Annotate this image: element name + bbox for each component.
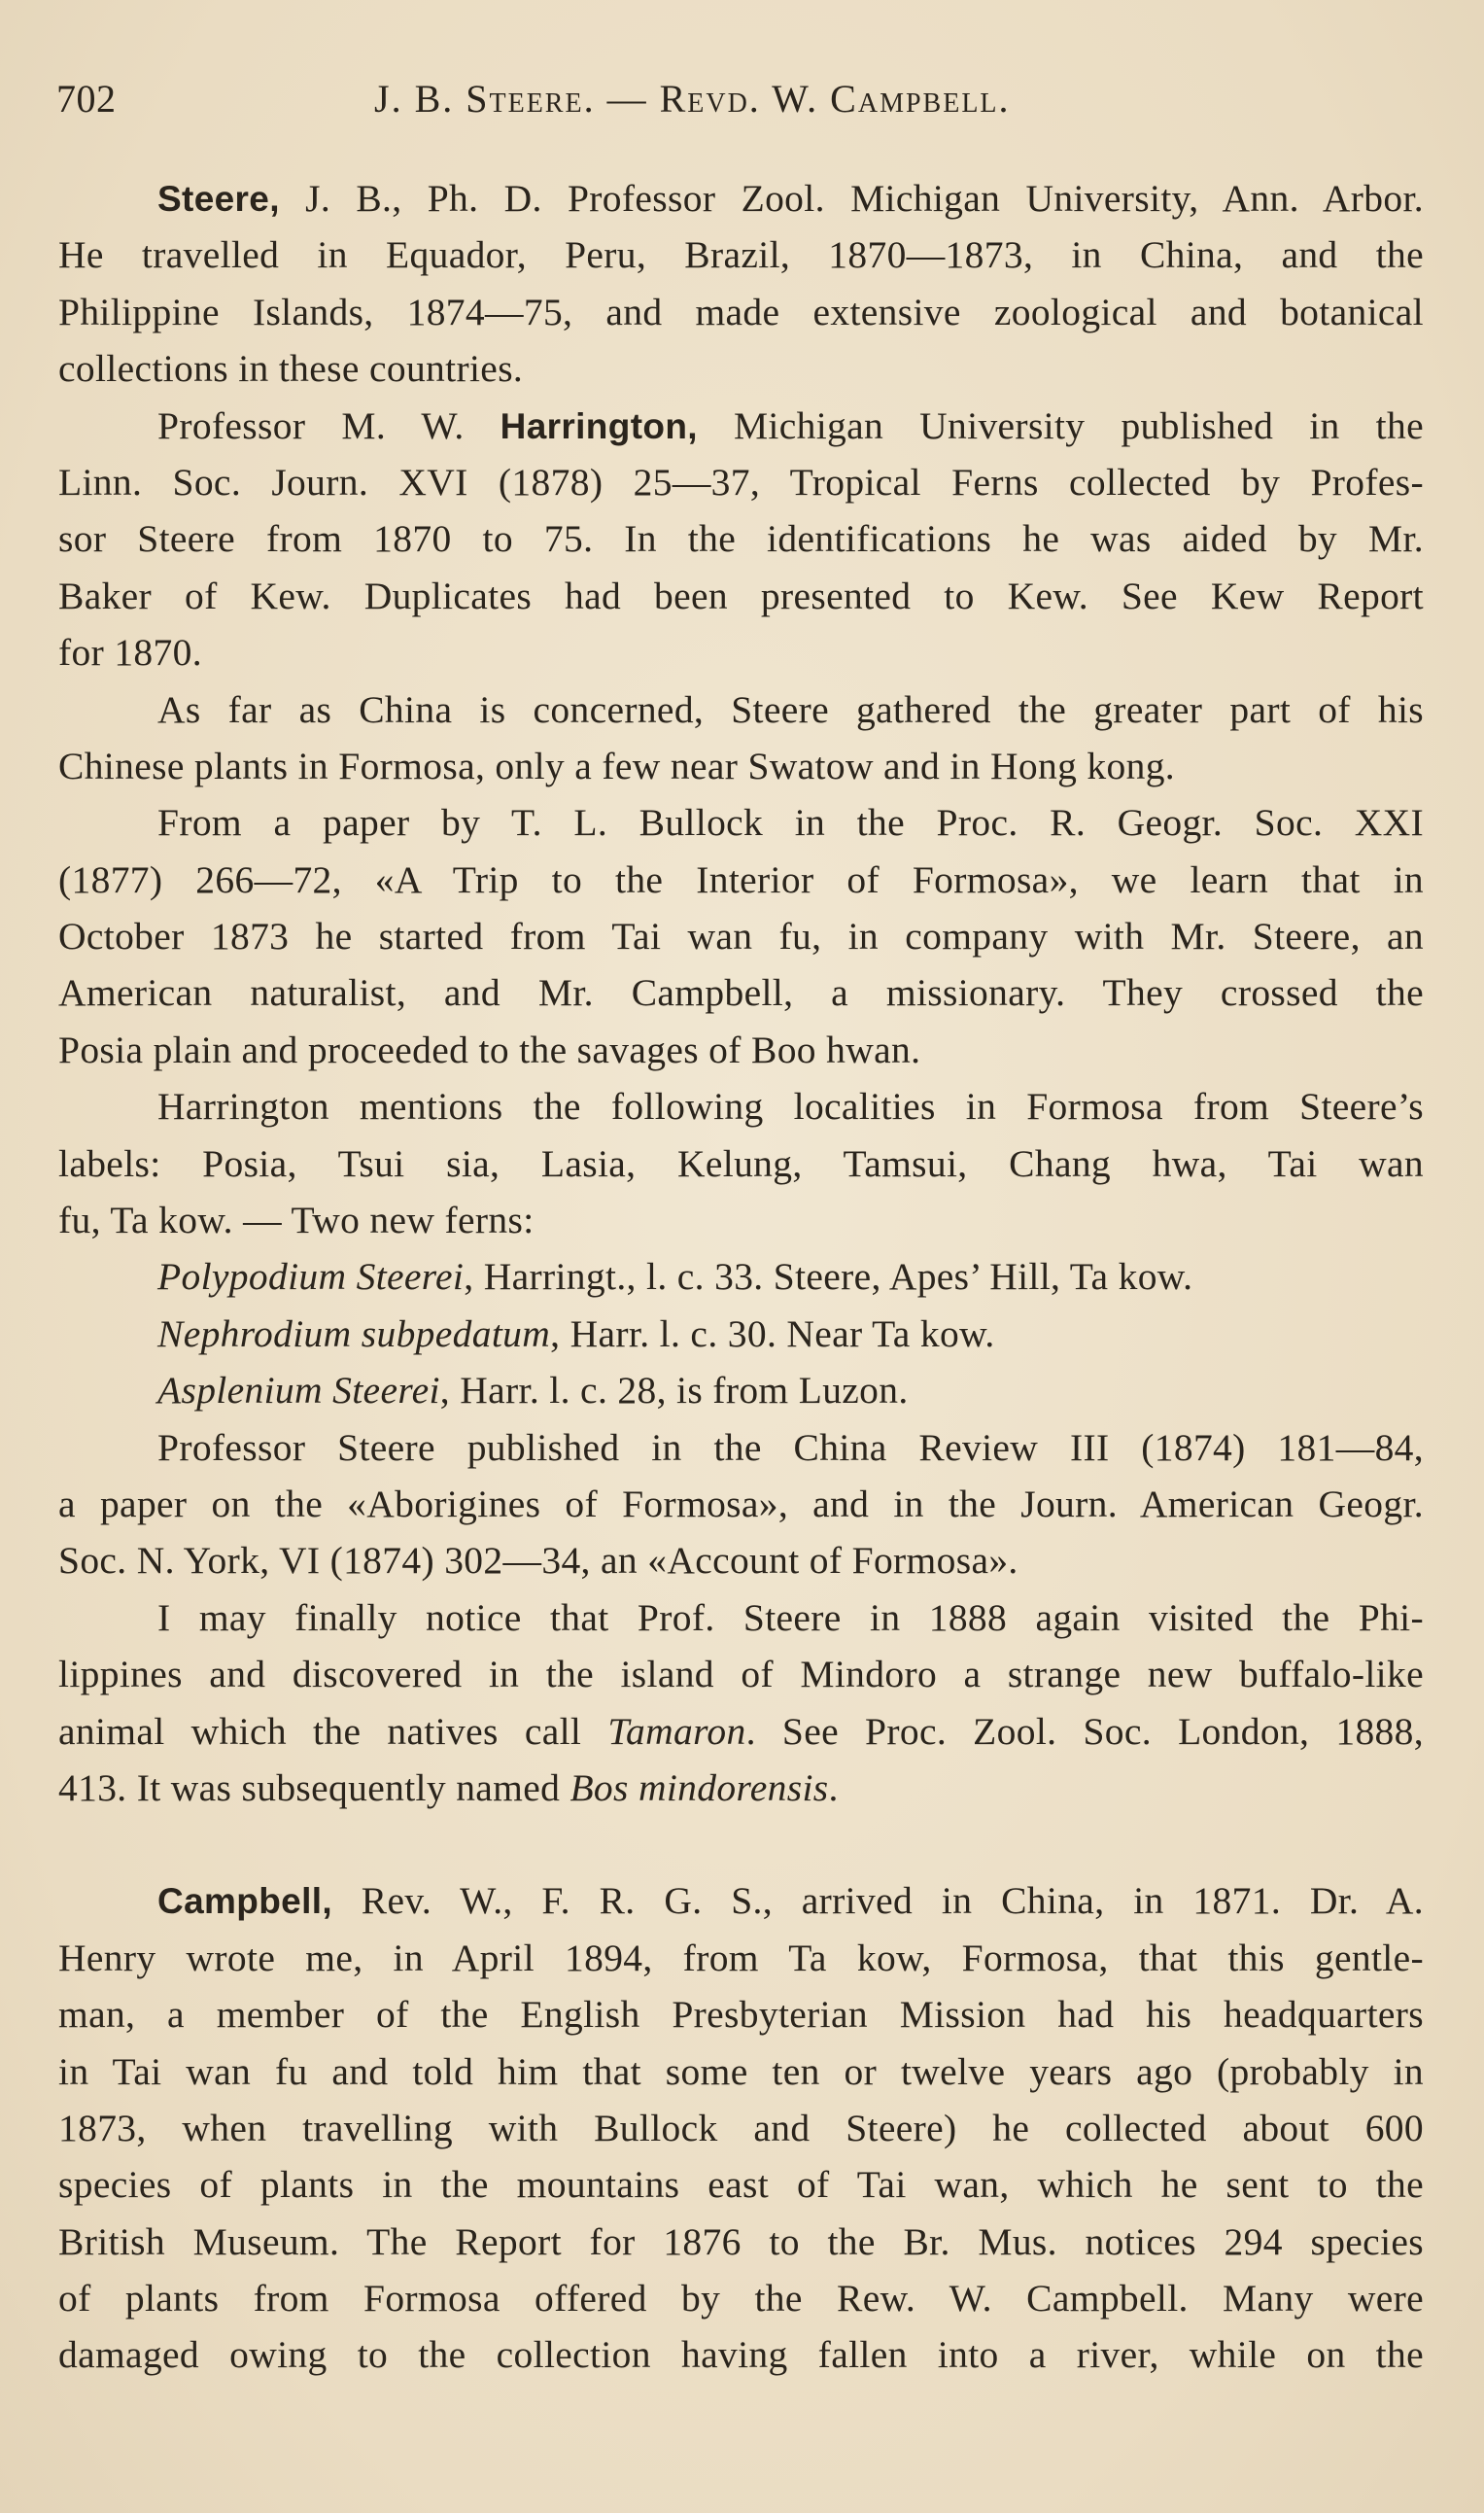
text-run: a paper on the «Aborigines of Formosa», and in the Journ. American Geogr.: [58, 1482, 1424, 1525]
text-line: [58, 2156, 1424, 2213]
text-run: British Museum. The Report for 1876 to the Br. Mus. notices 294 species: [58, 2219, 1424, 2263]
paragraph-china: [58, 681, 1424, 795]
text-run: Chinese plants in Formosa, only a few near Swatow and in Hong kong.: [58, 744, 1176, 787]
running-head: J. B. Steere. — Revd. W. Campbell.: [374, 77, 1011, 121]
paragraph-ferns: [58, 1248, 1424, 1418]
italic-text: Tamaron: [607, 1709, 746, 1753]
text-run: (1877) 266—72, «A Trip to the Interior of Formosa», we learn that in: [58, 857, 1424, 901]
paragraph-steere-intro: [58, 170, 1424, 398]
text-run: He travelled in Equador, Peru, Brazil, 1870—1873, in China, and the: [58, 233, 1424, 277]
text-line: [58, 1872, 1424, 1929]
text-run: of plants from Formosa offered by the Rew. W. Campbell. Many were: [58, 2277, 1424, 2321]
text-run: for 1870.: [58, 631, 202, 675]
paragraph-campbell: [58, 1872, 1424, 2384]
text-line: [58, 1986, 1424, 2042]
text-line: [58, 170, 1424, 227]
italic-text: Asplenium Steerei: [157, 1369, 440, 1413]
text-line: [58, 1135, 1424, 1192]
text-line: [58, 2326, 1424, 2383]
text-run: Soc. N. York, VI (1874) 302—34, an «Account of Formosa».: [58, 1539, 1018, 1583]
text-run: sor Steere from 1870 to 75. In the identifications he was aided by Mr.: [58, 517, 1424, 561]
text-run: , Harr. l. c. 28, is from Luzon.: [439, 1369, 909, 1413]
text-line: [58, 568, 1424, 624]
text-run: J. B., Ph. D. Professor Zool. Michigan University, Ann. Arbor.: [279, 177, 1424, 220]
text-run: Linn. Soc. Journ. XVI (1878) 25—37, Tropical Ferns collected by Profes-: [58, 460, 1424, 504]
italic-text: Nephrodium subpedatum: [157, 1311, 551, 1355]
italic-text: Polypodium Steerei: [157, 1255, 465, 1299]
text-line: [58, 681, 1424, 738]
text-run: 1873, when travelling with Bullock and Steere) he collected about 600: [58, 2106, 1424, 2149]
text-run: in Tai wan fu and told him that some ten or twelve years ago (probably in: [58, 2049, 1424, 2093]
paragraph-gap: [58, 1816, 1424, 1872]
text-line: [58, 2270, 1424, 2326]
text-line: [58, 908, 1424, 964]
text-run: , Harr. l. c. 30. Near Ta kow.: [550, 1311, 995, 1355]
text-run: man, a member of the English Presbyterian Mission had his headquarters: [58, 1993, 1424, 2037]
text-run: . See Proc. Zool. Soc. London, 1888,: [745, 1709, 1424, 1753]
text-run: lippines and discovered in the island of Mindoro a strange new buffalo-like: [58, 1653, 1424, 1696]
entry-name: Harrington,: [500, 405, 698, 446]
text-line: [58, 2100, 1424, 2156]
paragraph-bullock: [58, 794, 1424, 1078]
text-line: [58, 2043, 1424, 2100]
text-line: [58, 1078, 1424, 1134]
text-run: labels: Posia, Tsui sia, Lasia, Kelung, Tamsui, Chang hwa, Tai wan: [58, 1141, 1424, 1185]
body-text: [58, 170, 1424, 2384]
text-run: Harrington mentions the following localities in Formosa from Steere’s: [157, 1085, 1424, 1129]
text-line: [58, 1248, 1424, 1305]
text-line: [58, 738, 1424, 794]
text-run: American naturalist, and Mr. Campbell, a missionary. They crossed the: [58, 971, 1424, 1015]
paragraph-localities: [58, 1078, 1424, 1248]
text-run: damaged owing to the collection having fallen into a river, while on the: [58, 2333, 1424, 2377]
text-run: Rev. W., F. R. G. S., arrived in China, in 1871. Dr. A.: [331, 1879, 1424, 1923]
page-number: 702: [56, 77, 117, 121]
text-line: [58, 1930, 1424, 1986]
text-line: [58, 1476, 1424, 1532]
text-line: [58, 1646, 1424, 1702]
text-line: [58, 1306, 1424, 1362]
text-run: Michigan University published in the: [697, 403, 1424, 447]
text-line: [58, 1419, 1424, 1476]
text-run: Henry wrote me, in April 1894, from Ta kow, Formosa, that this gentle-: [58, 1936, 1424, 1979]
text-line: [58, 1022, 1424, 1078]
text-line: [58, 1362, 1424, 1418]
text-line: [58, 624, 1424, 681]
text-line: [58, 510, 1424, 567]
text-line: [58, 1703, 1424, 1760]
text-line: [58, 454, 1424, 510]
paragraph-publications: [58, 1419, 1424, 1589]
text-run: fu, Ta kow. — Two new ferns:: [58, 1199, 535, 1242]
italic-text: Bos mindorensis: [569, 1765, 829, 1809]
text-line: [58, 398, 1424, 454]
text-run: 413. It was subsequently named: [58, 1765, 570, 1809]
text-run: .: [828, 1765, 839, 1809]
text-line: [58, 964, 1424, 1021]
text-line: [58, 284, 1424, 340]
paragraph-harrington: [58, 398, 1424, 681]
text-run: species of plants in the mountains east of Tai wan, which he sent to the: [58, 2163, 1424, 2207]
text-run: As far as China is concerned, Steere gathered the greater part of his: [157, 687, 1424, 731]
text-run: Professor Steere published in the China Review III (1874) 181—84,: [157, 1425, 1424, 1469]
text-run: , Harringt., l. c. 33. Steere, Apes’ Hill, Ta kow.: [464, 1255, 1193, 1299]
text-line: [58, 794, 1424, 851]
text-run: Posia plain and proceeded to the savages of Boo hwan.: [58, 1028, 921, 1071]
text-line: [58, 2214, 1424, 2270]
text-run: Philippine Islands, 1874—75, and made extensive zoological and botanical: [58, 290, 1424, 333]
text-line: [58, 852, 1424, 908]
text-line: [58, 340, 1424, 397]
entry-name: Steere,: [157, 179, 280, 219]
text-line: [58, 227, 1424, 283]
page-header: [56, 76, 1427, 134]
text-run: From a paper by T. L. Bullock in the Proc. R. Geogr. Soc. XXI: [157, 801, 1424, 845]
text-line: [58, 1589, 1424, 1646]
text-run: animal which the natives call: [58, 1709, 608, 1753]
text-line: [58, 1532, 1424, 1588]
text-run: Professor M. W.: [157, 403, 500, 447]
text-run: collections in these countries.: [58, 347, 524, 391]
text-run: I may finally notice that Prof. Steere in 1888 again visited the Phi-: [157, 1595, 1424, 1639]
entry-name: Campbell,: [157, 1881, 332, 1922]
text-run: Baker of Kew. Duplicates had been presented to Kew. See Kew Report: [58, 574, 1424, 617]
text-line: [58, 1760, 1424, 1816]
paragraph-philippines: [58, 1589, 1424, 1817]
text-run: October 1873 he started from Tai wan fu, in company with Mr. Steere, an: [58, 915, 1424, 959]
text-line: [58, 1192, 1424, 1248]
